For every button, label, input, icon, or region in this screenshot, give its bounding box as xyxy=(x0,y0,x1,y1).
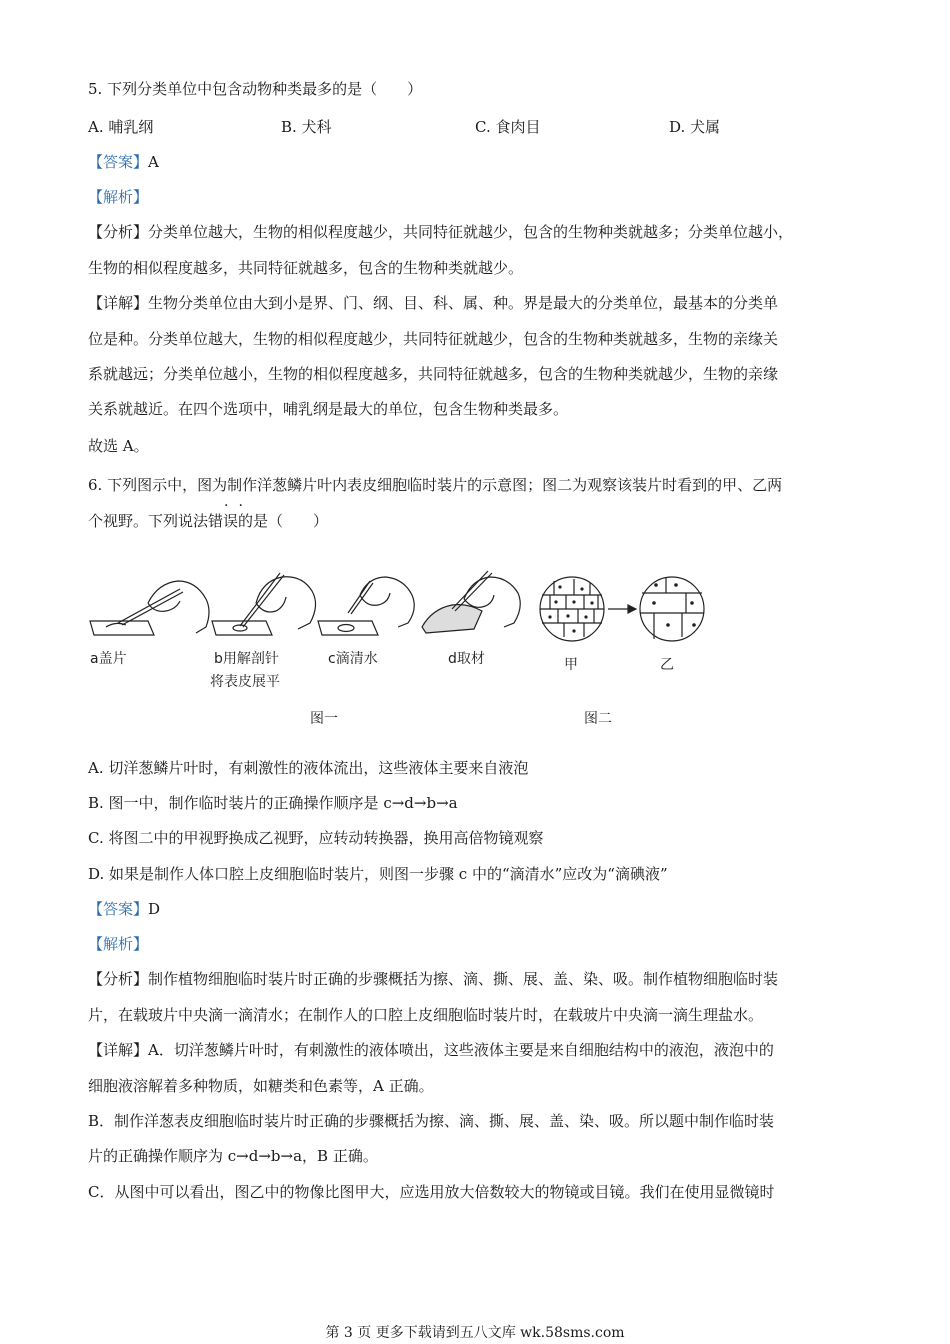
q5-xiangjie-4: 关系就越近。在四个选项中，哺乳纲是最大的单位，包含生物种类最多。 xyxy=(88,400,569,418)
q6-figure xyxy=(88,565,728,735)
q5-option-c: C. 食肉目 xyxy=(475,118,541,136)
view-yi-label: 乙 xyxy=(660,657,674,673)
q6-option-c: C. 将图二中的甲视野换成乙视野，应转动转换器，换用高倍物镜观察 xyxy=(88,829,544,847)
q6-xiangjie-5: C．从图中可以看出，图乙中的物像比图甲大，应选用放大倍数较大的物镜或目镜。我们在使用显微镜时 xyxy=(88,1183,775,1201)
q6-stem-1: 6. 下列图示中，图为制作洋葱鳞片叶内表皮细胞临时装片的示意图；图二为观察该装片时看到的甲、乙两 xyxy=(88,476,783,494)
step-d-label: d取材 xyxy=(448,651,485,667)
q5-xiangjie-2: 位是种。分类单位越大，生物的相似程度越少，共同特征就越少，包含的生物种类就越多，生物的亲缘关 xyxy=(88,330,779,348)
q5-answer xyxy=(88,151,159,173)
q6-fenxi-1: 【分析】制作植物细胞临时装片时正确的步骤概括为擦、滴、撕、展、盖、染、吸。制作植物细胞临时装 xyxy=(88,970,779,988)
step-b-drawing xyxy=(212,573,316,635)
q6-xiangjie-2: 细胞液溶解着多种物质，如糖类和色素等，A 正确。 xyxy=(88,1077,434,1095)
step-c-drawing xyxy=(318,577,414,635)
emphasis-text: 错误 xyxy=(208,512,239,530)
q5-xiangjie-1: 【详解】生物分类单位由大到小是界、门、纲、目、科、属、种。界是最大的分类单位，最基本的分类单 xyxy=(88,294,779,312)
cell-nuclei xyxy=(548,583,695,632)
q6-answer: 【答案】D xyxy=(88,900,161,918)
step-a-drawing xyxy=(90,581,209,635)
q6-option-b: B. 图一中，制作临时装片的正确操作顺序是 c→d→b→a xyxy=(88,794,458,812)
q5-conclusion: 故选 A。 xyxy=(88,437,149,455)
q5-xiangjie-3: 系就越远；分类单位越小，生物的相似程度越多，共同特征就越多，包含的生物种类就越少，生物的亲缘 xyxy=(88,365,779,383)
q5-option-a: A. 哺乳纲 xyxy=(88,118,154,136)
page-footer: 第 3 页 更多下载请到五八文库 wk.58sms.com xyxy=(325,1325,625,1341)
figure-2-caption: 图二 xyxy=(584,711,612,727)
q5-option-d: D. 犬属 xyxy=(669,118,721,136)
emphasis-dots: ·· xyxy=(224,498,253,514)
step-c-label: c滴清水 xyxy=(328,651,378,667)
q6-xiangjie-4: 片的正确操作顺序为 c→d→b→a，B 正确。 xyxy=(88,1147,378,1165)
q6-option-d: D. 如果是制作人体口腔上皮细胞临时装片，则图一步骤 c 中的“滴清水”应改为“滴碘液” xyxy=(88,865,668,883)
q6-option-a: A. 切洋葱鳞片叶时，有刺激性的液体流出，这些液体主要来自液泡 xyxy=(88,759,529,777)
answer-value: A xyxy=(148,153,159,171)
step-a-label: a盖片 xyxy=(90,651,127,667)
answer-tag: 【答案】 xyxy=(88,153,149,171)
step-d-drawing xyxy=(422,571,520,633)
step-b-label-2: 将表皮展平 xyxy=(210,674,280,690)
q5-option-b: B. 犬科 xyxy=(281,118,332,136)
view-yi-drawing xyxy=(640,577,704,641)
slide-preparation-illustration xyxy=(88,565,728,735)
q5-fenxi-1: 【分析】分类单位越大，生物的相似程度越少，共同特征就越少，包含的生物种类就越多；分类单位越小， xyxy=(88,223,794,241)
q6-analysis-tag: 【解析】 xyxy=(88,935,149,953)
q6-xiangjie-3: B．制作洋葱表皮细胞临时装片时正确的步骤概括为擦、滴、撕、展、盖、染、吸。所以题中制作临时装 xyxy=(88,1112,775,1130)
q5-analysis-tag: 【解析】 xyxy=(88,188,149,206)
q6-stem-2: 个视野。下列说法错误的是（ ） xyxy=(88,512,329,530)
q6-fenxi-2: 片，在载玻片中央滴一滴清水；在制作人的口腔上皮细胞临时装片时，在载玻片中央滴一滴生理盐水。 xyxy=(88,1006,764,1024)
figure-1-caption: 图一 xyxy=(310,711,338,727)
view-jia-label: 甲 xyxy=(564,657,578,673)
view-jia-drawing xyxy=(540,577,604,641)
q5-stem: 5. 下列分类单位中包含动物种类最多的是（ ） xyxy=(88,80,423,98)
q5-fenxi-2: 生物的相似程度越多，共同特征就越多，包含的生物种类就越少。 xyxy=(88,259,524,277)
q6-xiangjie-1: 【详解】A．切洋葱鳞片叶时，有刺激性的液体喷出，这些液体主要是来自细胞结构中的液泡，液泡中的 xyxy=(88,1041,774,1059)
step-b-label-1: b用解剖针 xyxy=(214,651,279,667)
